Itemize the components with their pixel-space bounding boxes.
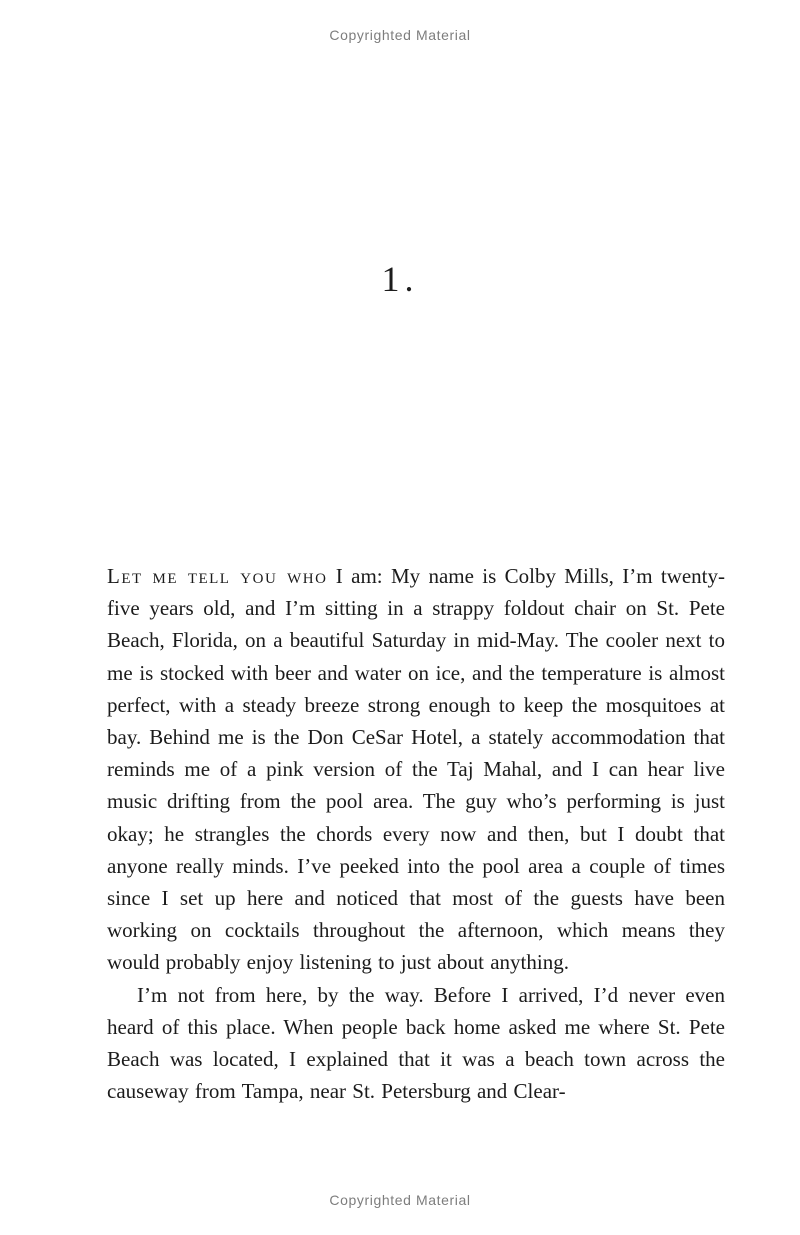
body-text bbox=[107, 560, 725, 1107]
chapter-number: 1. bbox=[381, 259, 419, 299]
body-paragraph-2: I’m not from here, by the way. Before I arrived, I’d never even heard of this place. When people back home asked me where St. Pete Beach was located, I explained that it was a beach town across the causeway from Tampa, near St. Petersburg and Clear- bbox=[107, 982, 725, 1104]
copyright-notice-top: Copyrighted Material bbox=[329, 27, 471, 43]
paragraph-1-text: I am: My name is Colby Mills, I’m twenty-five years old, and I’m sitting in a strappy foldout chair on St. Pete Beach, Florida, on a beautiful Saturday in mid-May. The cooler next to me is stocked with beer and water on ice, and the temperature is almost perfect, with a steady breeze strong enough to keep the mosquitoes at bay. Behind me is the Don CeSar Hotel, a stately accommodation that reminds me of a pink version of the Taj Mahal, and I can hear live music drifting from the pool area. The guy who’s performing is just okay; he strangles the chords every now and then, but I doubt that anyone really minds. I’ve peeked into the pool area a couple of times since I set up here and noticed that most of the guests have been working on cocktails throughout the afternoon, which means they would probably enjoy listening to just about anything. bbox=[107, 564, 726, 975]
smallcaps-lead: Let me tell you who bbox=[107, 564, 328, 588]
body-paragraph-1 bbox=[107, 560, 725, 979]
copyright-notice-bottom: Copyrighted Material bbox=[329, 1192, 471, 1208]
